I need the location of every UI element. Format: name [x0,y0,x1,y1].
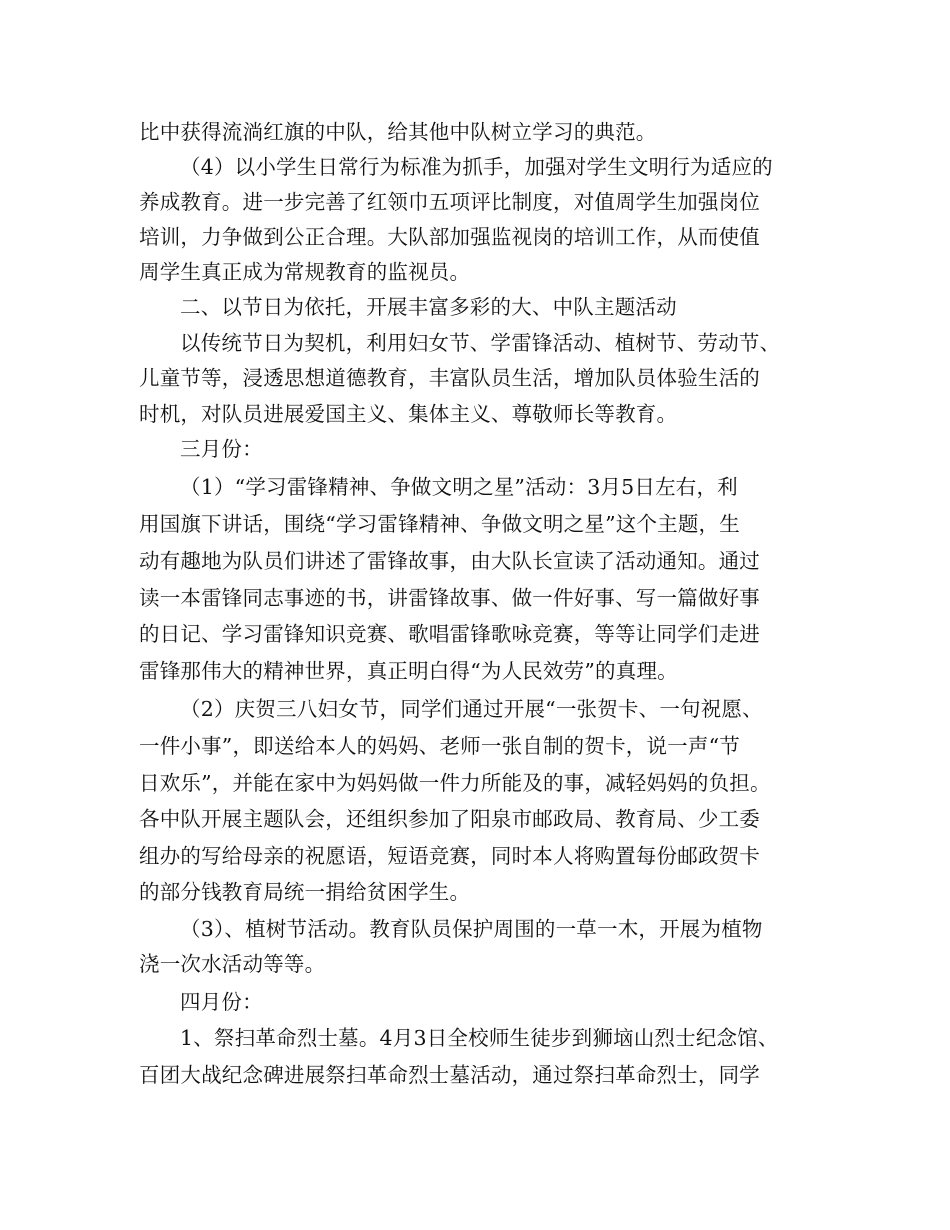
text-line: 的日记、学习雷锋知识竞赛、歌唱雷锋歌咏竞赛，等等让同学们走进 [139,622,760,646]
month-heading: 四月份： [180,990,263,1014]
text-line: 百团大战纪念碑进展祭扫革命烈士墓活动，通过祭扫革命烈士，同学 [139,1063,760,1087]
text-line: 浇一次水活动等等。 [139,952,326,976]
text-line: 的部分钱教育局统一捐给贫困学生。 [139,880,471,904]
text-line: 时机，对队员进展爱国主义、集体主义、尊敬师长等教育。 [139,402,678,426]
text-line: 周学生真正成为常规教育的监视员。 [139,260,471,284]
text-line: 用国旗下讲话，围绕“学习雷锋精神、争做文明之星”这个主题，生 [139,512,740,536]
text-line: 一件小事”，即送给本人的妈妈、老师一张自制的贺卡，说一声“节 [139,734,740,758]
text-line: 读一本雷锋同志事迹的书，讲雷锋故事、做一件好事、写一篇做好事 [139,586,760,610]
month-heading: 三月份： [180,437,263,461]
text-line: （3）、植树节活动。教育队员保护周围的一草一木，开展为植物 [180,917,763,941]
text-line: （2）庆贺三八妇女节，同学们通过开展“一张贺卡、一句祝愿、 [180,697,763,721]
section-heading: 二、以节日为依托，开展丰富多彩的大、中队主题活动 [180,295,677,319]
text-line: 组办的写给母亲的祝愿语，短语竞赛，同时本人将购置每份邮政贺卡 [139,844,760,868]
text-line: 养成教育。进一步完善了红领巾五项评比制度，对值周学生加强岗位 [139,190,760,214]
text-line: （1）“学习雷锋精神、争做文明之星”活动：3月5日左右，利 [180,475,738,499]
text-line: 1、祭扫革命烈士墓。4月3日全校师生徒步到狮垴山烈士纪念馆、 [180,1026,779,1050]
text-line: （4）以小学生日常行为标准为抓手，加强对学生文明行为适应的 [180,155,773,179]
text-line: 儿童节等，浸透思想道德教育，丰富队员生活，增加队员体验生活的 [139,366,760,390]
text-line: 雷锋那伟大的精神世界，真正明白得“为人民效劳”的真理。 [139,659,678,683]
text-line: 各中队开展主题队会，还组织参加了阳泉市邮政局、教育局、少工委 [139,807,760,831]
text-line: 日欢乐”，并能在家中为妈妈做一件力所能及的事，减轻妈妈的负担。 [139,771,771,795]
text-line: 以传统节日为契机，利用妇女节、学雷锋活动、植树节、劳动节、 [180,331,781,355]
text-line: 培训，力争做到公正合理。大队部加强监视岗的培训工作，从而使值 [139,225,760,249]
text-line: 动有趣地为队员们讲述了雷锋故事，由大队长宣读了活动通知。通过 [139,549,760,573]
text-line: 比中获得流淌红旗的中队，给其他中队树立学习的典范。 [139,120,657,144]
